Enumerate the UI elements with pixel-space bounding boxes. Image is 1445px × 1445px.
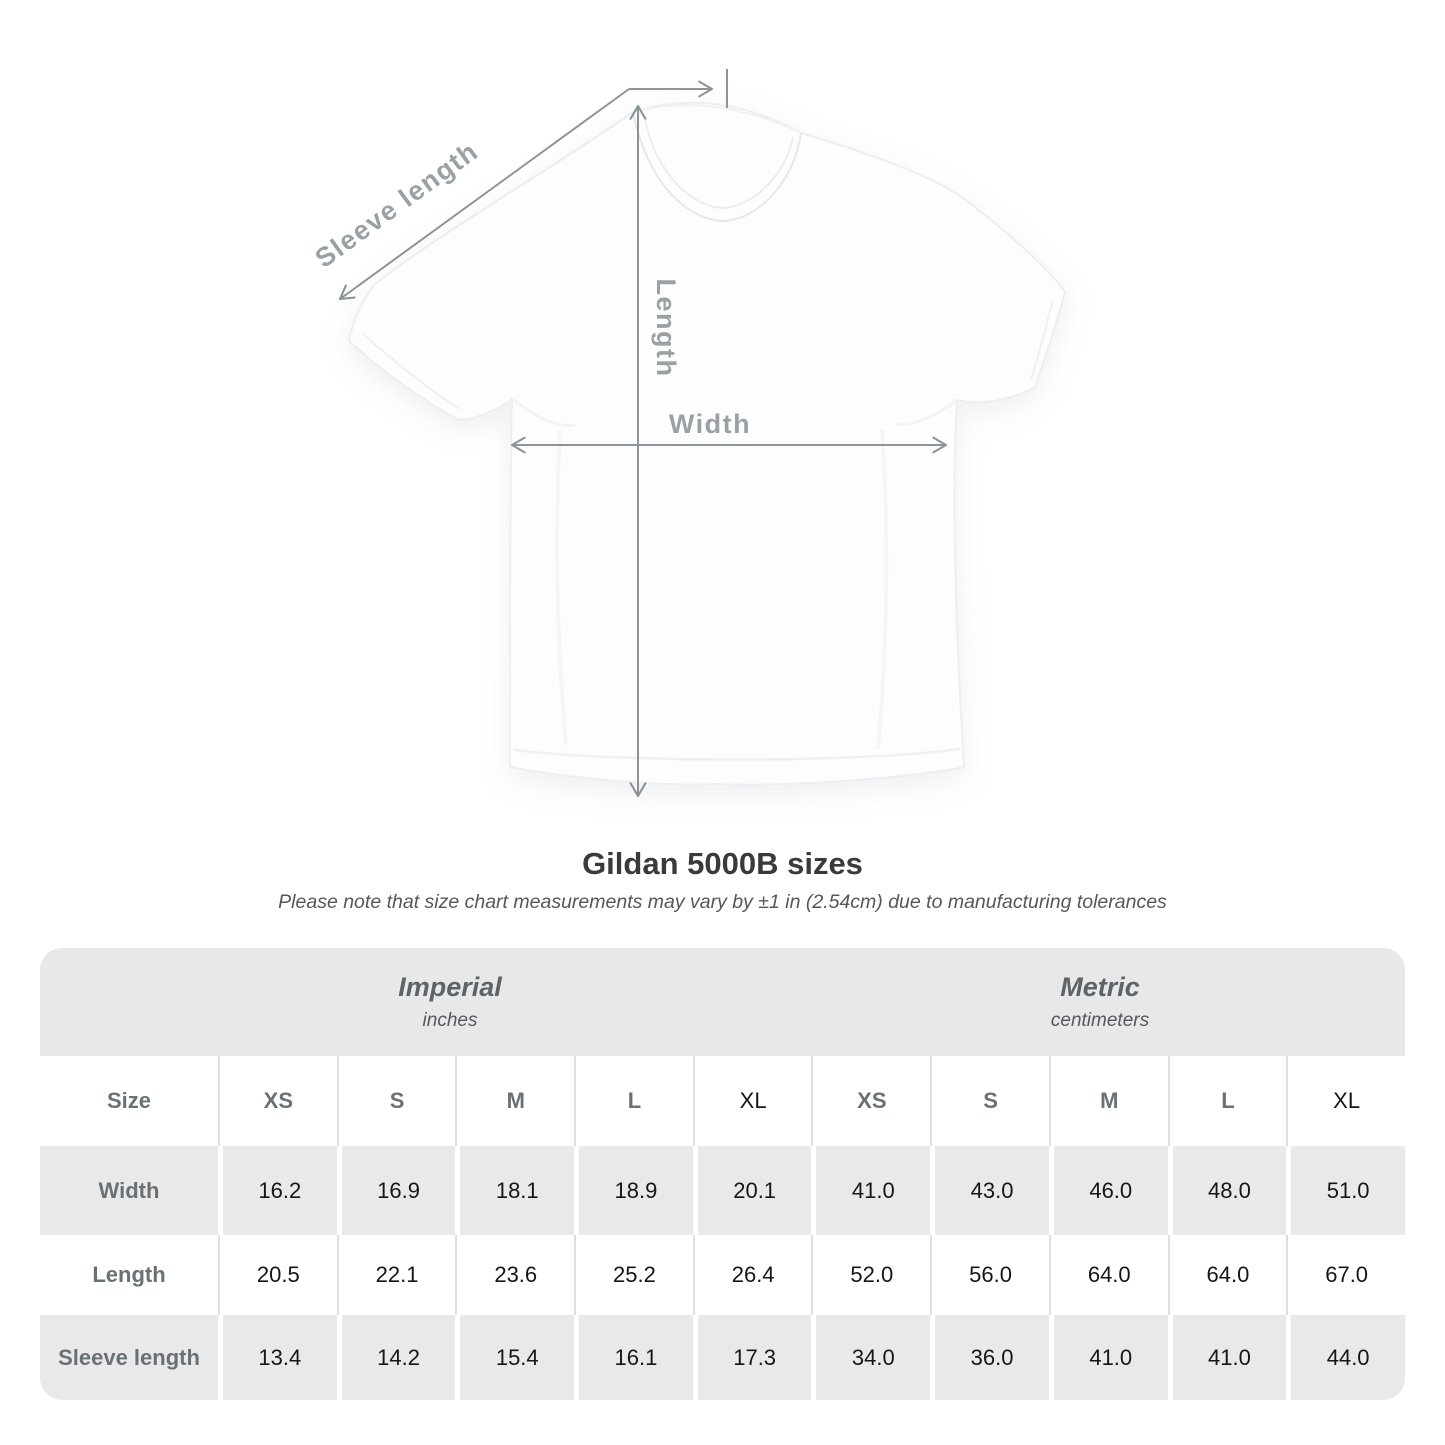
sleeve-metric-xs: 34.0 bbox=[811, 1315, 930, 1400]
length-metric-l: 64.0 bbox=[1168, 1235, 1287, 1315]
sleeve-imperial-m: 15.4 bbox=[455, 1315, 574, 1400]
row-label-width: Width bbox=[40, 1146, 218, 1235]
metric-label: Metric bbox=[1060, 972, 1140, 1002]
metric-header bbox=[1051, 972, 1149, 1032]
sleeve-imperial-s: 14.2 bbox=[337, 1315, 456, 1400]
sleeve-imperial-xs: 13.4 bbox=[218, 1315, 337, 1400]
width-metric-s: 43.0 bbox=[930, 1146, 1049, 1235]
size-table bbox=[40, 948, 1405, 1400]
col-header-metric-xs: XS bbox=[811, 1056, 930, 1146]
imperial-header bbox=[398, 972, 502, 1032]
width-metric-m: 46.0 bbox=[1049, 1146, 1168, 1235]
width-imperial-xs: 16.2 bbox=[218, 1146, 337, 1235]
sleeve-length-label: Sleeve length bbox=[309, 135, 484, 274]
col-header-imperial-xl: XL bbox=[693, 1056, 812, 1146]
width-row bbox=[40, 1146, 1405, 1235]
width-metric-xs: 41.0 bbox=[811, 1146, 930, 1235]
sleeve-metric-l: 41.0 bbox=[1168, 1315, 1287, 1400]
sleeve-imperial-l: 16.1 bbox=[574, 1315, 693, 1400]
unit-header-row bbox=[40, 948, 1405, 1056]
col-header-metric-xl: XL bbox=[1286, 1056, 1405, 1146]
length-imperial-s: 22.1 bbox=[337, 1235, 456, 1315]
sleeve-imperial-xl: 17.3 bbox=[693, 1315, 812, 1400]
imperial-unit: inches bbox=[422, 1010, 478, 1031]
width-metric-xl: 51.0 bbox=[1286, 1146, 1405, 1235]
page-title: Gildan 5000B sizes bbox=[582, 846, 863, 881]
col-header-metric-m: M bbox=[1049, 1056, 1168, 1146]
length-imperial-xs: 20.5 bbox=[218, 1235, 337, 1315]
row-label-length: Length bbox=[92, 1262, 166, 1287]
col-header-imperial-l: L bbox=[574, 1056, 693, 1146]
col-header-metric-l: L bbox=[1168, 1056, 1287, 1146]
length-metric-m: 64.0 bbox=[1049, 1235, 1168, 1315]
length-row bbox=[40, 1235, 1405, 1315]
length-label: Length bbox=[651, 278, 681, 378]
tolerance-note: Please note that size chart measurements may vary by ±1 in (2.54cm) due to manufacturing tolerances bbox=[278, 891, 1167, 913]
size-header-row bbox=[40, 1056, 1405, 1146]
width-imperial-s: 16.9 bbox=[337, 1146, 456, 1235]
length-metric-xl: 67.0 bbox=[1286, 1235, 1405, 1315]
width-imperial-m: 18.1 bbox=[455, 1146, 574, 1235]
col-header-imperial-s: S bbox=[337, 1056, 456, 1146]
col-header-metric-s: S bbox=[930, 1056, 1049, 1146]
sleeve-length-row bbox=[40, 1315, 1405, 1400]
sleeve-metric-m: 41.0 bbox=[1049, 1315, 1168, 1400]
length-metric-xs: 52.0 bbox=[811, 1235, 930, 1315]
length-imperial-xl: 26.4 bbox=[693, 1235, 812, 1315]
width-imperial-l: 18.9 bbox=[574, 1146, 693, 1235]
length-imperial-m: 23.6 bbox=[455, 1235, 574, 1315]
width-imperial-xl: 20.1 bbox=[693, 1146, 812, 1235]
sleeve-metric-s: 36.0 bbox=[930, 1315, 1049, 1400]
row-label-sleeve: Sleeve length bbox=[40, 1315, 218, 1400]
size-row-label: Size bbox=[106, 1088, 152, 1113]
length-imperial-l: 25.2 bbox=[574, 1235, 693, 1315]
imperial-label: Imperial bbox=[398, 972, 502, 1002]
length-metric-s: 56.0 bbox=[930, 1235, 1049, 1315]
metric-unit: centimeters bbox=[1050, 1010, 1150, 1031]
title-block bbox=[0, 846, 1445, 914]
width-label: Width bbox=[668, 409, 752, 439]
col-header-imperial-xs: XS bbox=[218, 1056, 337, 1146]
width-metric-l: 48.0 bbox=[1168, 1146, 1287, 1235]
tshirt-graphic bbox=[349, 103, 1065, 785]
sleeve-metric-xl: 44.0 bbox=[1286, 1315, 1405, 1400]
col-header-imperial-m: M bbox=[455, 1056, 574, 1146]
